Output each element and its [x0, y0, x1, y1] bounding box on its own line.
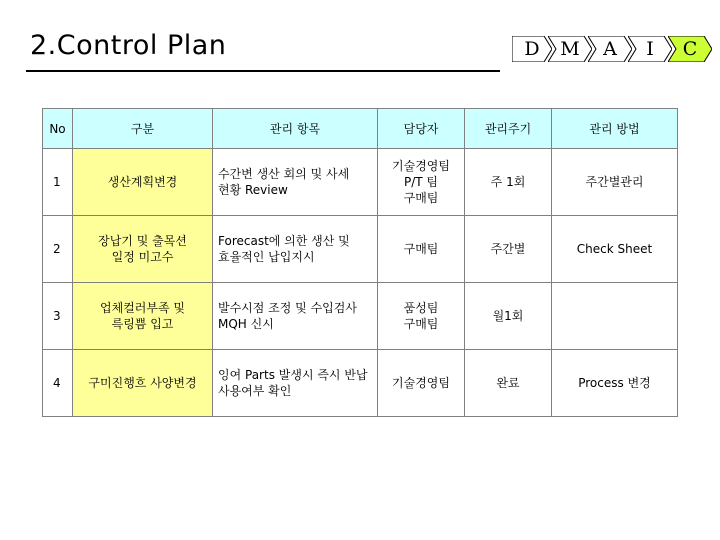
row-owner: 기술경영팀 P/T 팀 구매팀: [378, 149, 465, 216]
dmaic-letter-i: I: [646, 38, 654, 60]
table-header-row: [43, 109, 678, 149]
table-row: [43, 283, 678, 350]
table-row: [43, 216, 678, 283]
header-control-item: 관리 항목: [213, 109, 378, 149]
row-cycle: 주 1회: [465, 149, 552, 216]
row-owner: 기술경영팀: [378, 350, 465, 417]
dmaic-letter-c: C: [682, 38, 698, 60]
row-method: Check Sheet: [552, 216, 678, 283]
header-owner: 담당자: [378, 109, 465, 149]
row-cycle: 완료: [465, 350, 552, 417]
row-method: [552, 283, 678, 350]
title-underline: [26, 70, 500, 72]
dmaic-step-analyze: [588, 36, 632, 62]
row-control-item: 발수시점 조정 및 수입검사 MQH 신시: [213, 283, 378, 350]
row-method: 주간별관리: [552, 149, 678, 216]
dmaic-letter-m: M: [560, 38, 580, 60]
row-control-item: Forecast에 의한 생산 및 효율적인 납입지시: [213, 216, 378, 283]
row-category: 장납기 및 출목션 일정 미고수: [73, 216, 213, 283]
row-owner: 품성팀 구매팀: [378, 283, 465, 350]
dmaic-step-define: [512, 36, 552, 62]
dmaic-letter-d: D: [524, 38, 540, 60]
table-row: [43, 149, 678, 216]
dmaic-step-measure: [548, 36, 592, 62]
table-row: [43, 350, 678, 417]
header-no: No: [43, 109, 73, 149]
row-control-item: 잉여 Parts 발생시 즉시 반납 사용여부 확인: [213, 350, 378, 417]
row-method: Process 변경: [552, 350, 678, 417]
header-cycle: 관리주기: [465, 109, 552, 149]
row-no: 4: [43, 350, 73, 417]
row-control-item: 수간변 생산 회의 및 사세 현황 Review: [213, 149, 378, 216]
row-category: 업체컬러부족 및 륵링쁨 입고: [73, 283, 213, 350]
row-no: 2: [43, 216, 73, 283]
page-title: 2.Control Plan: [30, 30, 227, 61]
header-category: 구분: [73, 109, 213, 149]
row-no: 1: [43, 149, 73, 216]
header-method: 관리 방법: [552, 109, 678, 149]
row-category: 구미진행흐 사양변경: [73, 350, 213, 417]
dmaic-letter-a: A: [603, 38, 617, 60]
row-cycle: 월1회: [465, 283, 552, 350]
dmaic-step-improve: [628, 36, 672, 62]
row-no: 3: [43, 283, 73, 350]
row-owner: 구매팀: [378, 216, 465, 283]
control-plan-table: [42, 108, 678, 417]
row-cycle: 주간별: [465, 216, 552, 283]
dmaic-step-control: [668, 36, 712, 62]
row-category: 생산계획변경: [73, 149, 213, 216]
